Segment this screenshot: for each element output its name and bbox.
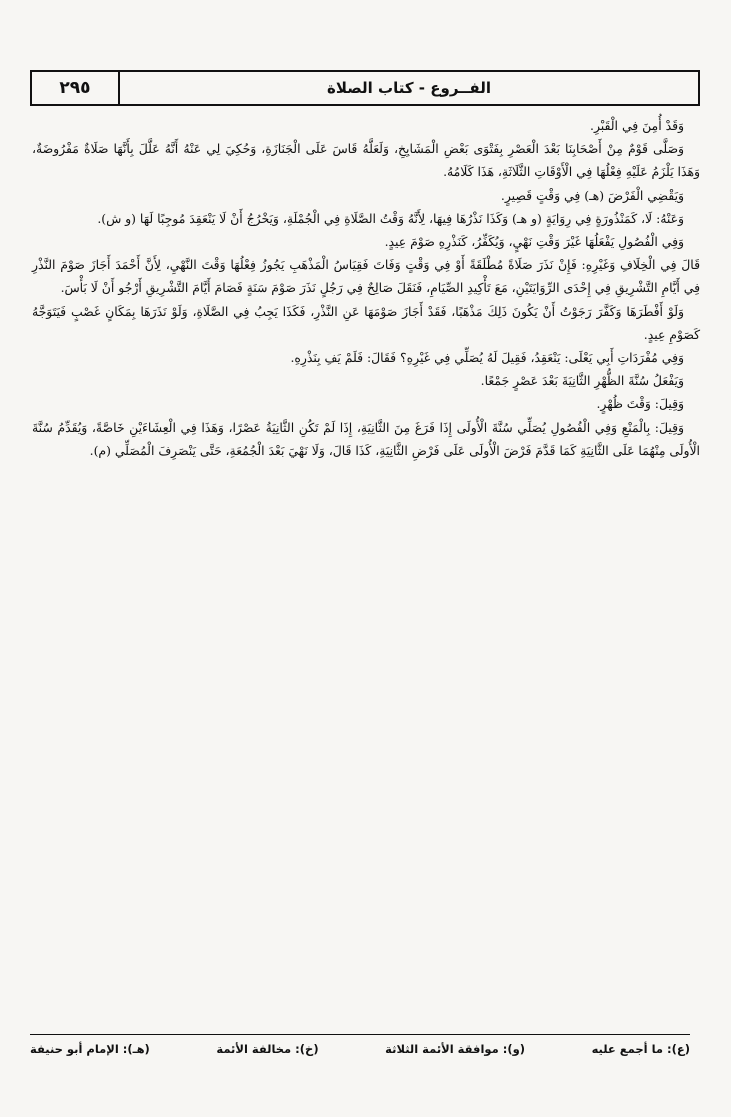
footer-legend [30, 1042, 690, 1064]
paragraph: وَفِي الْفُصُولِ يَفْعَلُهَا غَيْرَ وَقْتِ نَهْيٍ، وَيُكَفِّرُ، كَنَذْرِهِ صَوْمَ عِيدٍ. [384, 234, 684, 250]
paragraph: وَصَلَّى قَوْمٌ مِنْ أَصْحَابِنَا بَعْدَ الْعَصْرِ بِفَتْوَى بَعْضِ الْمَشَايِخِ، وَلَعَلَّهُ قَاسَ عَلَى الْجَنَازَةِ، وَحُكِيَ لِي عَنْهُ أَنَّهُ عَلَّلَ بِأَنَّهَا صَلَاةٌ مَفْرُوضَةٌ، وَهَذَا يَلْزَمُ عَلَيْهِ فِعْلُهَا فِي الْأَوْقَاتِ الثَّلَاثَةِ، هَذَا كَلَامُهُ. [32, 141, 700, 180]
paragraph: قَالَ فِي الْخِلَافِ وَغَيْرِهِ: فَإِنْ نَذَرَ صَلَاةً مُطْلَقَةً أَوْ فِي وَقْتٍ وَفَاتَ فَقِيَاسُ الْمَذْهَبِ يَجُوزُ فِعْلُهَا وَقْتَ النَّهْيِ، لِأَنَّ أَحْمَدَ أَجَازَ صَوْمَ النَّذْرِ فِي أَيَّامِ التَّشْرِيقِ فِي إِحْدَى الرِّوَايَتَيْنِ، مَعَ تَأْكِيدِ الصِّيَامِ، فَنَقَلَ صَالِحٌ فِي رَجُلٍ نَذَرَ صَوْمَ سَنَةٍ فَصَامَ أَيَّامَ التَّشْرِيقِ أَرْجُو أَنْ لَا بَأْسَ. [32, 257, 700, 296]
paragraph: وَقِيلَ: وَقْتَ ظُهْرٍ. [596, 396, 684, 412]
paragraph: وَيَقْضِي الْفَرْضَ (هـ) فِي وَقْتٍ قَصِيرٍ. [500, 187, 684, 203]
legend-item: (ع): ما أجمع عليه [591, 1042, 690, 1056]
legend-item: (خ): مخالفة الأئمة [216, 1042, 319, 1056]
page-number: ٢٩٥ [32, 72, 120, 104]
paragraph: وَعَنْهُ: لَا، كَمَنْذُورَةٍ فِي رِوَايَةٍ (و هـ) وَكَذَا نَذْرُهَا فِيهَا، لِأَنَّهُ وَقْتُ الصَّلَاةِ فِي الْجُمْلَةِ، وَيَخْرُجُ أَنْ لَا يَنْعَقِدَ مُوجِبًا لَهَا (و ش). [97, 210, 684, 226]
main-text [32, 114, 700, 462]
paragraph: وَقِيلَ: بِالْمَنْعِ وَفِي الْفُصُولِ يُصَلِّي سُنَّةَ الْأُولَى إِذَا فَرَغَ مِنَ الثَّانِيَةِ، إِذَا لَمْ تَكُنِ الثَّانِيَةُ عَصْرًا، وَهَذَا فِي الْعِشَاءَيْنِ خَاصَّةً، وَيُقَدِّمُ سُنَّةَ الْأُولَى مِنْهُمَا عَلَى الثَّانِيَةِ كَمَا قَدَّمَ فَرْضَ الْأُولَى عَلَى فَرْضِ الثَّانِيَةِ، كَذَا قَالَ، وَلَا نَهْيَ بَعْدَ الْجُمُعَةِ، حَتَّى يَنْصَرِفَ الْمُصَلِّي (م). [32, 419, 700, 458]
paragraph: وَيَفْعَلُ سُنَّةَ الظُّهْرِ الثَّانِيَةَ بَعْدَ عَصْرٍ جَمْعًا. [480, 373, 684, 389]
legend-item: (و): موافقة الأئمة الثلاثة [385, 1042, 525, 1056]
paragraph: وَفِي مُفْرَدَاتِ أَبِي يَعْلَى: يَنْعَقِدُ، فَقِيلَ لَهُ يُصَلِّي فِي غَيْرِهِ؟ فَقَالَ: فَلَمْ يَفِ بِنَذْرِهِ. [290, 350, 684, 366]
legend-item: (هـ): الإمام أبو حنيفة [30, 1042, 150, 1056]
paragraph: وَقَدْ أُمِنَ فِي الْقَبْرِ. [590, 118, 684, 133]
footer-divider [30, 1034, 690, 1035]
page-header [30, 70, 700, 106]
paragraph: وَلَوْ أَفْطَرَهَا وَكَفَّرَ رَجَوْتُ أَنْ يَكُونَ ذَلِكَ مَذْهَبًا، فَقَدْ أَجَازَ صَوْمَهَا عَنِ النَّذْرِ، فَكَذَا يَجِبُ فِي الصَّلَاةِ، وَلَوْ نَذَرَهَا بِمَكَانٍ غَصْبٍ فَيَتَوَجَّهُ كَصَوْمِ عِيدٍ. [32, 303, 700, 342]
running-title: الفــروع - كتاب الصلاة [327, 79, 491, 97]
